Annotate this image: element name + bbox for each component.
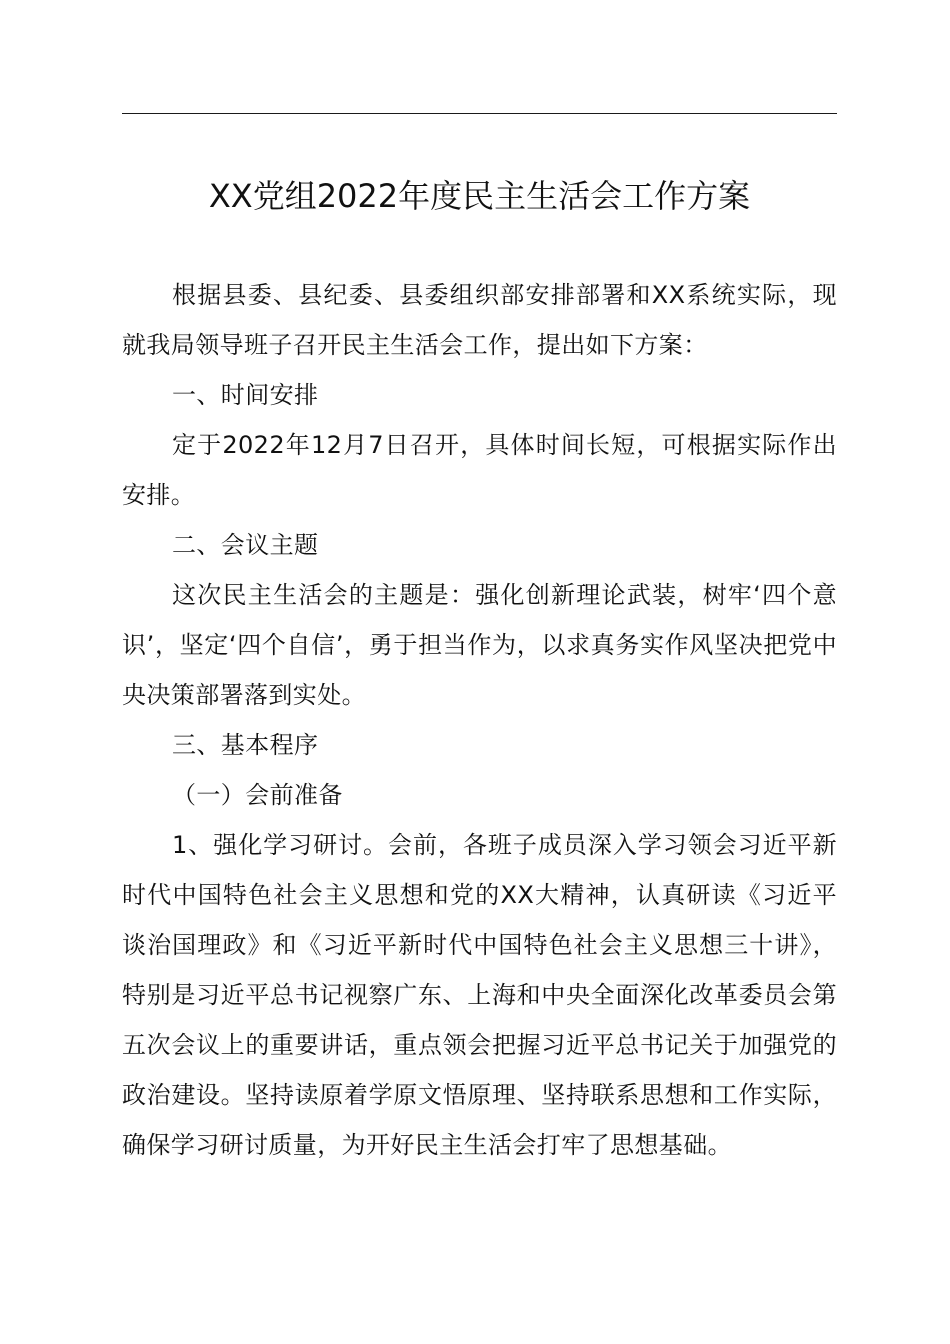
paragraph-study: 1、强化学习研讨。会前，各班子成员深入学习领会习近平新时代中国特色社会主义思想和党的XX大精神，认真研读《习近平谈治国理政》和《习近平新时代中国特色社会主义思想三十讲》，特别是习近平总书记视察广东、上海和中央全面深化改革委员会第五次会议上的重要讲话，重点领会把握习近平总书记关于加强党的政治建设。坚持读原着学原文悟原理、坚持联系思想和工作实际，确保学习研讨质量，为开好民主生活会打牢了思想基础。: [122, 831, 837, 1159]
subsection-heading-preparation: （一）会前准备: [172, 781, 343, 809]
document-title: XX党组2022年度民主生活会工作方案: [208, 177, 751, 215]
section-heading-time: 一、时间安排: [172, 381, 319, 409]
paragraph-intro: 根据县委、县纪委、县委组织部安排部署和XX系统实际，现就我局领导班子召开民主生活会工作，提出如下方案：: [122, 281, 837, 359]
section-heading-procedure: 三、基本程序: [172, 731, 319, 759]
header-rule: [122, 113, 837, 114]
paragraph-theme: 这次民主生活会的主题是：强化创新理论武装，树牢‘四个意识’，坚定‘四个自信’，勇于担当作为，以求真务实作风坚决把党中央决策部署落到实处。: [122, 581, 837, 709]
document-body: [122, 270, 837, 1170]
section-heading-theme: 二、会议主题: [172, 531, 319, 559]
paragraph-time: 定于2022年12月7日召开，具体时间长短，可根据实际作出安排。: [122, 431, 837, 509]
